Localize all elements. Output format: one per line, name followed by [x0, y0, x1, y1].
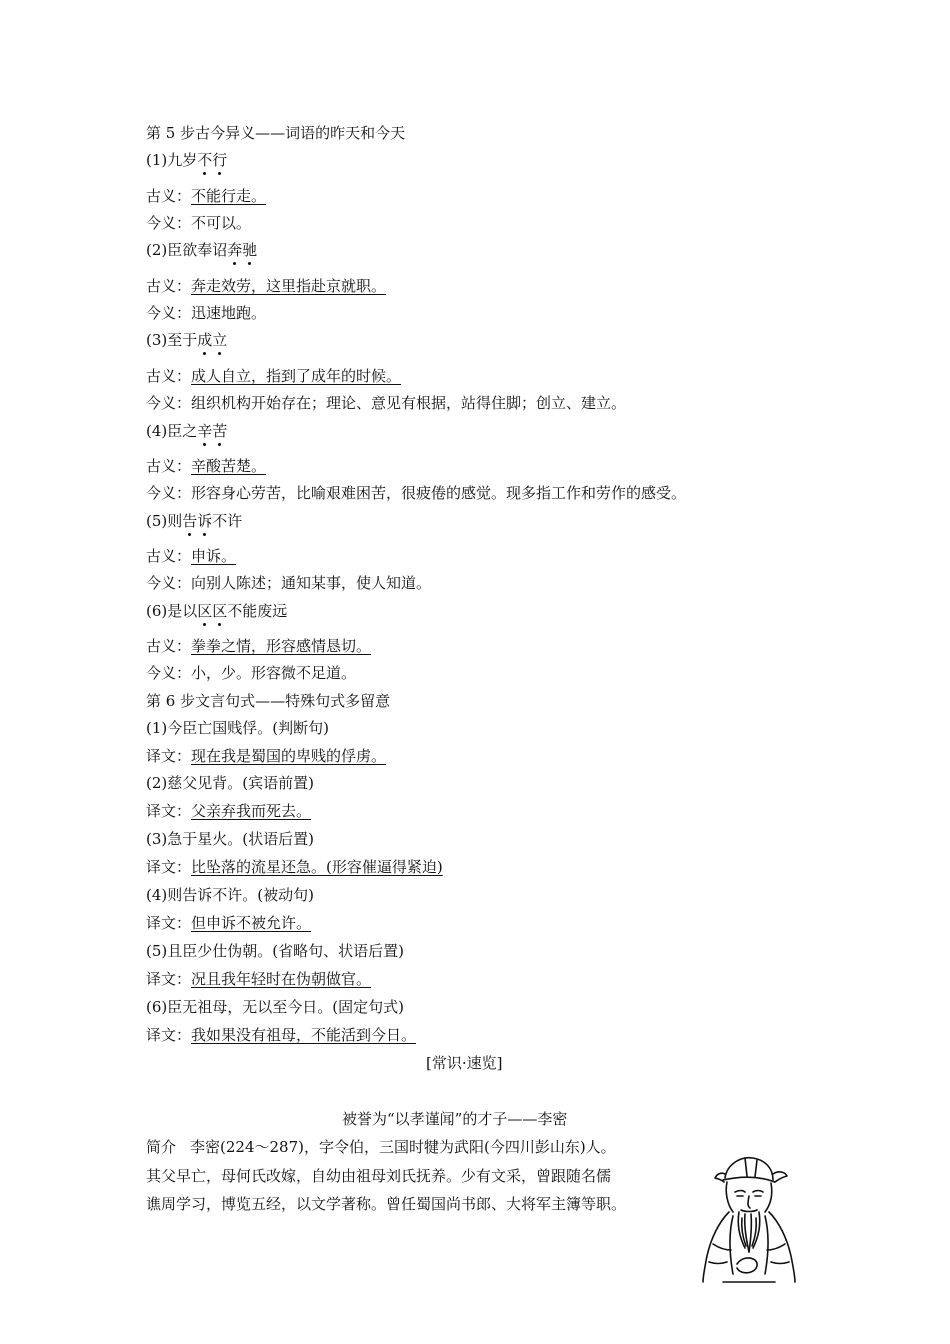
- step6-sentence-4: (4)则告诉不许。(被动句): [146, 886, 314, 904]
- step5-title: 第 5 步古今异义——词语的昨天和今天: [146, 124, 406, 142]
- step6-title: 第 6 步文言句式——特殊句式多留意: [146, 692, 391, 710]
- step5-item-6-gu: 古义：拳拳之情，形容感情恳切。: [146, 637, 372, 655]
- step5-item-6: (6)是以区区不能废远: [146, 602, 288, 620]
- step6-sentence-6: (6)臣无祖母，无以至今日。(固定句式): [146, 998, 404, 1016]
- step6-translation-4: 译文：但申诉不被允许。: [146, 914, 312, 932]
- step5-item-4-jin: 今义：形容身心劳苦，比喻艰难困苦，很疲倦的感觉。现多指工作和劳作的感受。: [146, 484, 687, 502]
- intro-line-1: 简介 李密(224～287)，字令伯，三国时犍为武阳(今四川彭山东)人。: [146, 1138, 616, 1156]
- step6-translation-1: 译文：现在我是蜀国的卑贱的俘虏。: [146, 747, 387, 765]
- step6-sentence-2: (2)慈父见背。(宾语前置): [146, 774, 314, 792]
- step6-translation-2: 译文：父亲弃我而死去。: [146, 802, 312, 820]
- knowledge-subtitle: 被誉为“以孝谨闻”的才子——李密: [342, 1110, 568, 1128]
- step6-sentence-5: (5)且臣少仕伪朝。(省略句、状语后置): [146, 942, 404, 960]
- step6-translation-5: 译文：况且我年轻时在伪朝做官。: [146, 970, 372, 988]
- step5-item-2-jin: 今义：迅速地跑。: [146, 304, 267, 322]
- step5-item-1-gu: 古义：不能行走。: [146, 187, 267, 205]
- step5-item-1-jin: 今义：不可以。: [146, 214, 252, 232]
- step6-sentence-1: (1)今臣亡国贱俘。(判断句): [146, 719, 329, 737]
- step5-item-4-gu: 古义：辛酸苦楚。: [146, 457, 267, 475]
- step6-translation-3: 译文：比坠落的流星还急。(形容催逼得紧迫): [146, 858, 443, 876]
- step5-item-3-gu: 古义：成人自立，指到了成年的时候。: [146, 367, 402, 385]
- intro-line-2: 其父早亡，母何氏改嫁，自幼由祖母刘氏抚养。少有文采，曾跟随名儒: [146, 1167, 612, 1185]
- li-mi-portrait: [693, 1152, 803, 1284]
- step5-item-2-gu: 古义：奔走效劳，这里指赴京就职。: [146, 277, 387, 295]
- step5-item-6-jin: 今义：小，少。形容微不足道。: [146, 664, 357, 682]
- step6-sentence-3: (3)急于星火。(状语后置): [146, 830, 314, 848]
- step5-item-3: (3)至于成立: [146, 331, 228, 349]
- step5-item-5: (5)则告诉不许: [146, 512, 243, 530]
- step5-item-2: (2)臣欲奉诏奔驰: [146, 241, 258, 259]
- step5-item-3-jin: 今义：组织机构开始存在；理论、意见有根据，站得住脚；创立、建立。: [146, 394, 627, 412]
- step6-translation-6: 译文：我如果没有祖母，不能活到今日。: [146, 1026, 417, 1044]
- step5-item-5-gu: 古义：申诉。: [146, 547, 237, 565]
- step5-item-4: (4)臣之辛苦: [146, 422, 228, 440]
- step5-item-5-jin: 今义：向别人陈述；通知某事，使人知道。: [146, 574, 432, 592]
- step5-item-1: (1)九岁不行: [146, 151, 228, 169]
- knowledge-header: [常识·速览]: [426, 1054, 503, 1072]
- intro-line-3: 谯周学习，博览五经，以文学著称。曾任蜀国尚书郎、大将军主簿等职。: [146, 1195, 627, 1213]
